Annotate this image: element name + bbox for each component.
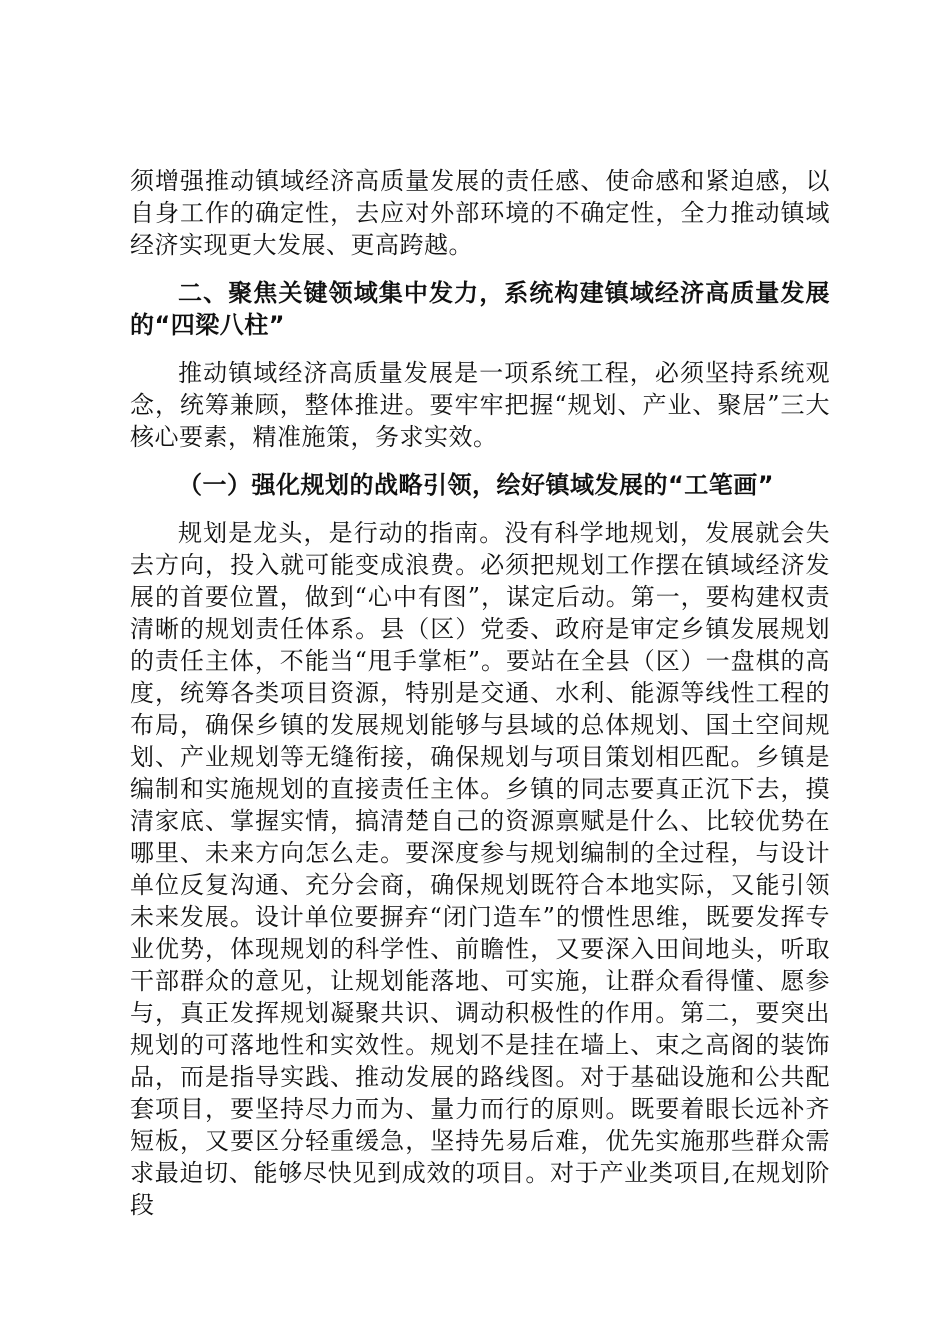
subsection-one-heading: （一）强化规划的战略引领，绘好镇域发展的“工笔画” [178, 471, 775, 499]
section-two-intro-paragraph: 推动镇域经济高质量发展是一项系统工程，必须坚持系统观念，统筹兼顾，整体推进。要牢牢把握“规划、产业、聚居”三大核心要素，精准施策，务求实效。 [130, 359, 830, 451]
section-two-heading: 二、聚焦关键领域集中发力，系统构建镇域经济高质量发展的“四梁八柱” [130, 279, 830, 339]
subsection-one-body-paragraph: 规划是龙头，是行动的指南。没有科学地规划，发展就会失去方向，投入就可能变成浪费。必须把规划工作摆在镇域经济发展的首要位置，做到“心中有图”，谋定后动。第一，要构建权责清晰的规划责任体系。县（区）党委、政府是审定乡镇发展规划的责任主体，不能当“甩手掌柜”。要站在全县（区）一盘棋的高度，统筹各类项目资源，特别是交通、水利、能源等线性工程的布局，确保乡镇的发展规划能够与县域的总体规划、国土空间规划、产业规划等无缝衔接，确保规划与项目策划相匹配。乡镇是编制和实施规划的直接责任主体。乡镇的同志要真正沉下去，摸清家底、掌握实情，搞清楚自己的资源禀赋是什么、比较优势在哪里、未来方向怎么走。要深度参与规划编制的全过程，与设计单位反复沟通、充分会商，确保规划既符合本地实际，又能引领未来发展。设计单位要摒弃“闭门造车”的惯性思维，既要发挥专业优势，体现规划的科学性、前瞻性，又要深入田间地头，听取干部群众的意见，让规划能落地、可实施，让群众看得懂、愿参与，真正发挥规划凝聚共识、调动积极性的作用。第二，要突出规划的可落地性和实效性。规划不是挂在墙上、束之高阁的装饰品，而是指导实践、推动发展的路线图。对于基础设施和公共配套项目，要坚持尽力而为、量力而行的原则。既要着眼长远补齐短板，又要区分轻重缓急，坚持先易后难，优先实施那些群众需求最迫切、能够尽快见到成效的项目。对于产业类项目,在规划阶段 [130, 519, 830, 1219]
paragraph-continuation: 须增强推动镇域经济高质量发展的责任感、使命感和紧迫感，以自身工作的确定性，去应对外部环境的不确定性，全力推动镇域经济实现更大发展、更高跨越。 [130, 167, 830, 259]
